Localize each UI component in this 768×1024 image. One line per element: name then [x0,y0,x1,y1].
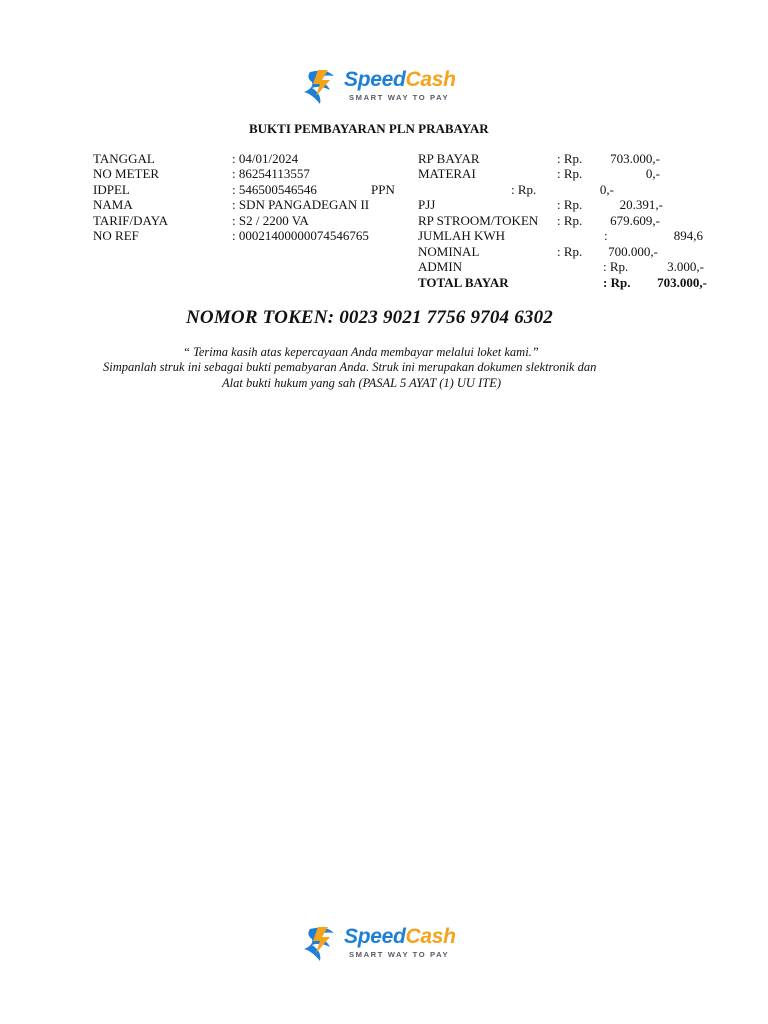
note-keep-receipt: Simpanlah struk ini sebagai bukti pemabyaran Anda. Struk ini merupakan dokumen slektronik dan [103,360,597,374]
receipt-title: BUKTI PEMBAYARAN PLN PRABAYAR [249,121,489,136]
currency-nominal: : Rp. [557,244,583,259]
amount-ppn: 0,- [599,182,614,197]
currency-admin: : Rp. [603,259,629,274]
brand-tagline: SMART WAY TO PAY [349,93,450,102]
label-tarif-daya: TARIF/DAYA [93,213,169,228]
amount-rp-bayar: 703.000,- [610,151,660,166]
value-idpel: : 546500546546 [232,182,317,197]
value-nama: : SDN PANGADEGAN II [232,197,370,212]
note-thanks: “ Terima kasih atas kepercayaan Anda membayar melalui loket kami.” [183,345,539,359]
amount-pjj: 20.391,- [619,197,663,212]
amount-rp-stroom: 679.609,- [610,213,660,228]
label-ppn: PPN [371,182,395,197]
brand-name: SpeedCash [344,925,456,948]
speedcash-logo-bottom [300,921,472,973]
token-number: NOMOR TOKEN: 0023 9021 7756 9704 6302 [186,307,554,328]
label-materai: MATERAI [418,166,476,181]
currency-rp-stroom: : Rp. [557,213,583,228]
currency-total-bayar: : Rp. [603,275,631,290]
amount-nominal: 700.000,- [608,244,658,259]
brand-name: SpeedCash [344,68,456,91]
label-no-ref: NO REF [93,228,139,243]
label-tanggal: TANGGAL [93,151,155,166]
amount-admin: 3.000,- [667,259,704,274]
label-pjj: PJJ [418,197,436,212]
amount-materai: 0,- [645,166,660,181]
label-rp-bayar: RP BAYAR [418,151,480,166]
currency-jumlah-kwh: : [604,228,608,243]
currency-ppn: : Rp. [511,182,537,197]
value-no-ref: : 00021400000074546765 [232,228,369,243]
currency-pjj: : Rp. [557,197,583,212]
value-no-meter: : 86254113557 [232,166,310,181]
label-rp-stroom: RP STROOM/TOKEN [418,213,539,228]
value-tarif-daya: : S2 / 2200 VA [232,213,309,228]
amount-jumlah-kwh: 894,6 [673,228,703,243]
speedcash-swoosh-icon [300,66,342,106]
label-idpel: IDPEL [93,182,130,197]
note-legal: Alat bukti hukum yang sah (PASAL 5 AYAT (1) UU ITE) [222,376,501,390]
amount-total-bayar: 703.000,- [657,275,707,290]
speedcash-logo-top [300,64,472,116]
brand-tagline: SMART WAY TO PAY [349,950,450,959]
currency-rp-bayar: : Rp. [557,151,583,166]
label-jumlah-kwh: JUMLAH KWH [418,228,506,243]
label-nominal: NOMINAL [418,244,480,259]
label-admin: ADMIN [418,259,463,274]
value-tanggal: : 04/01/2024 [232,151,299,166]
label-nama: NAMA [93,197,133,212]
speedcash-swoosh-icon [300,923,342,963]
label-total-bayar: TOTAL BAYAR [418,275,509,290]
currency-materai: : Rp. [557,166,583,181]
label-no-meter: NO METER [93,166,160,181]
